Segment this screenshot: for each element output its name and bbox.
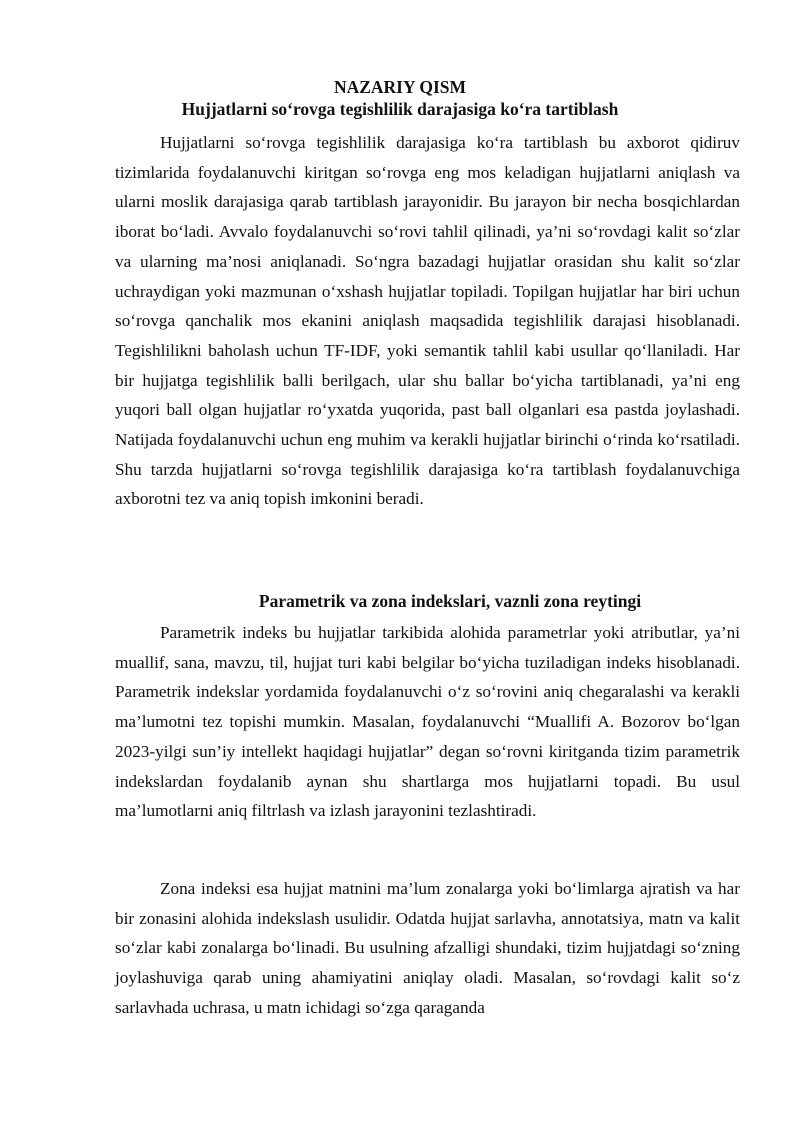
page-title: NAZARIY QISM [333, 77, 467, 97]
section1-heading: Hujjatlarni so‘rovga tegishlilik darajasiga ko‘ra tartiblash [181, 99, 619, 119]
section2-paragraph-2: Zona indeksi esa hujjat matnini ma’lum zonalarga yoki bo‘limlarga ajratish va har bir zonasini alohida indekslash usulidir. Odatda hujjat sarlavha, annotatsiya, matn va kalit so‘zlar kabi zonalarga bo‘linadi. Bu usulning afzalligi shundaki, tizim hujjatdagi so‘zning joylashuviga qarab uning ahamiyatini aniqlay oladi. Masalan, so‘rovdagi kalit so‘z sarlavhada uchrasa, u matn ichidagi so‘zga qaraganda [115, 879, 740, 1017]
section2-heading: Parametrik va zona indekslari, vaznli zona reytingi [258, 591, 642, 611]
section1-paragraph: Hujjatlarni so‘rovga tegishlilik darajasiga ko‘ra tartiblash bu axborot qidiruv tizimlarida foydalanuvchi kiritgan so‘rovga eng mos keladigan hujjatlarni aniqlash va ularni moslik darajasiga qarab tartiblash jarayonidir. Bu jarayon bir necha bosqichlardan iborat bo‘ladi. Avvalo foydalanuvchi so‘rovi tahlil qilinadi, ya’ni so‘rovdagi kalit so‘zlar va ularning ma’nosi aniqlanadi. So‘ngra bazadagi hujjatlar orasidan shu kalit so‘zlar uchraydigan yoki mazmunan o‘xshash hujjatlar topiladi. Topilgan hujjatlar har biri uchun so‘rovga qanchalik mos ekanini aniqlash maqsadida tegishlilik darajasi hisoblanadi. Tegishlilikni baholash uchun TF-IDF, yoki semantik tahlil kabi usullar qo‘llaniladi. Har bir hujjatga tegishlilik balli berilgach, ular shu ballar bo‘yicha tartiblanadi, ya’ni eng yuqori ball olgan hujjatlar ro‘yxatda yuqorida, past ball olganlari esa pastda joylashadi. Natijada foydalanuvchi uchun eng muhim va kerakli hujjatlar birinchi o‘rinda ko‘rsatiladi. Shu tarzda hujjatlarni so‘rovga tegishlilik darajasiga ko‘ra tartiblash foydalanuvchiga axborotni tez va aniq topish imkonini beradi. [115, 133, 740, 509]
section2-paragraph-1: Parametrik indeks bu hujjatlar tarkibida alohida parametrlar yoki atributlar, ya’ni muallif, sana, mavzu, til, hujjat turi kabi belgilar bo‘yicha tuziladigan indeks hisoblanadi. Parametrik indekslar yordamida foydalanuvchi o‘z so‘rovini aniq chegaralashi va kerakli ma’lumotni tez topishi mumkin. Masalan, foydalanuvchi “Muallifi A. Bozorov bo‘lgan 2023-yilgi sun’iy intellekt haqidagi hujjatlar” degan so‘rovni kiritganda tizim parametrik indekslardan foydalanib aynan shu shartlarga mos hujjatlarni topadi. Bu usul ma’lumotlarni aniq filtrlash va izlash jarayonini tezlashtiradi. [115, 623, 740, 821]
